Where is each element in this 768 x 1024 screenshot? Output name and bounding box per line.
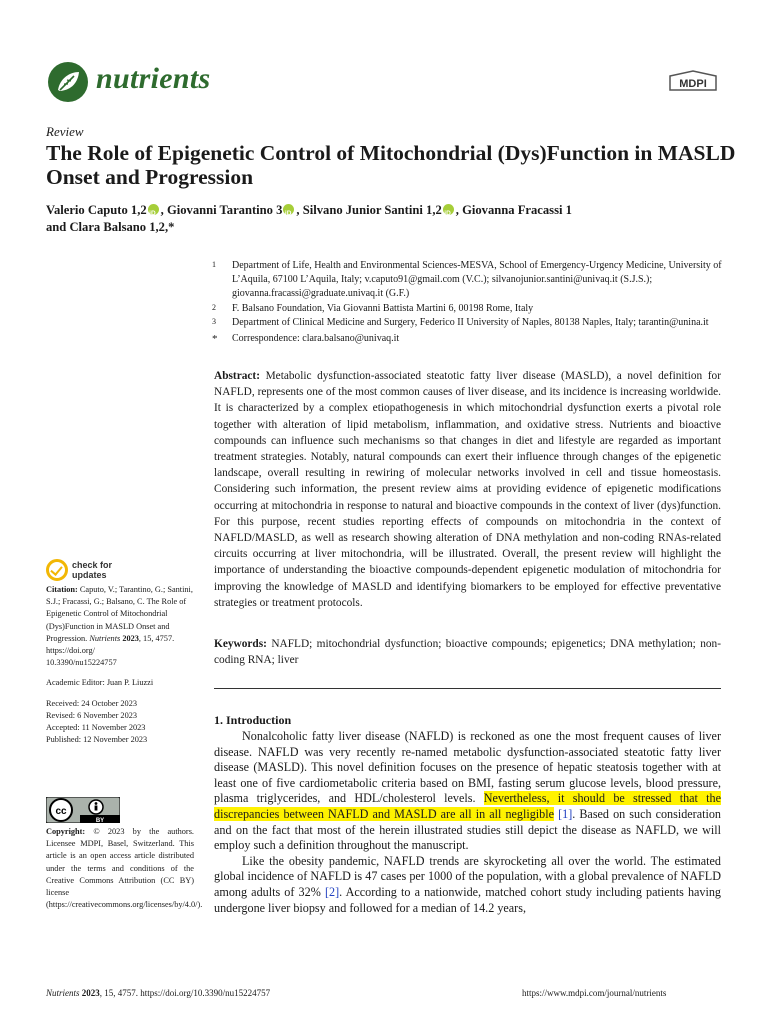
citation-doi-link[interactable] [46, 645, 196, 669]
affiliation-text: Department of Clinical Medicine and Surgery, Federico II University of Naples, 80138 Naples, Italy; tarantin@unina.it [232, 316, 709, 328]
check-for-updates-button[interactable] [46, 558, 126, 582]
correspondence-text: Correspondence: clara.balsano@univaq.it [232, 333, 400, 345]
academic-editor: Academic Editor: Juan P. Liuzzi [46, 678, 154, 688]
article-type: Review [46, 124, 84, 139]
affiliations [212, 259, 732, 346]
section-divider [214, 688, 721, 689]
author-balsano[interactable]: and Clara Balsano 1,2,* [46, 220, 175, 234]
affiliation-text: Department of Life, Health and Environmental Sciences-MESVA, School of Emergency-Urgency Medicine, University of L’Aquila, 67100 L’Aquila, Italy; v.caputo91@gmail.com (V.C.); silvanojunior.santini@univaq.it (S.J.S.); giovanna.fracassi@graduate.univaq.it (G.F.) [232, 260, 722, 300]
reference-link[interactable]: [1] [558, 806, 573, 821]
author-caputo[interactable]: Valerio Caputo 1,2 [46, 203, 147, 217]
cc-by-license-icon[interactable] [46, 797, 120, 823]
author-tarantino[interactable]: , Giovanni Tarantino 3 [160, 203, 283, 217]
sidebar [46, 584, 196, 754]
abstract-label: Abstract: [214, 370, 260, 382]
abstract [214, 368, 721, 611]
citation-doi-part2[interactable]: 10.3390/nu15224757 [46, 658, 117, 668]
journal-logo-icon [46, 60, 90, 104]
author-fracassi[interactable]: , Giovanna Fracassi 1 [455, 203, 572, 217]
footer-journal: Nutrients [46, 988, 80, 998]
intro-text: Like the obesity pandemic, NAFLD trends are skyrocketing all over the world. The estimated global incidence of NAFLD is 47 cases per 1000 of the population, with a global prevalence of NAFLD among adults of 32% [214, 853, 721, 899]
check-updates-line1: check for [72, 560, 113, 570]
publisher-name: MDPI [679, 78, 707, 90]
dates-block [46, 698, 196, 747]
citation-label: Citation: [46, 585, 78, 594]
footer-doi[interactable]: , 15, 4757. https://doi.org/10.3390/nu15224757 [99, 988, 271, 998]
copyright-text: © 2023 by the authors. Licensee MDPI, Basel, Switzerland. This article is an open access article distributed under the terms and conditions of the Creative Commons Attribution (CC BY) license (https://creativecommons.org/licenses/by/4.0/). [46, 827, 203, 910]
section-heading-introduction: 1. Introduction [214, 713, 292, 727]
orcid-icon[interactable] [443, 204, 454, 215]
author-list [46, 202, 736, 236]
citation-journal: Nutrients [89, 633, 121, 643]
date-accepted: Accepted: 11 November 2023 [46, 723, 146, 733]
abstract-text: Metabolic dysfunction-associated steatotic fatty liver disease (MASLD), a novel definition for NAFLD, represents one of the most common causes of liver disease, and its incidence is increasing worldwide. It is characterized by a complex etiopathogenesis in which mitochondrial dysfunction exerts a pivotal role together with alteration of lipid metabolism, inflammation, and oxidative stress. Nutrients and bioactive compounds can influence such mechanisms so that changes in diet and lifestyle are regarded as important treatment strategies. Notably, natural compounds can exert their influence through changes of the epigenetic landscape, overall resulting in rewiring of molecular networks involved in cell and tissue homeostasis. Considering such information, the present review aims at providing evidence of epigenetic modifications occurring at mitochondria in response to natural and bioactive compounds in the context of liver (dys)function. For this purpose, recent studies reporting effects of compounds on mitochondria in the context of NAFLD/MASLD, as well as research showing alteration of DNA methylation and non-coding RNAs-related circuits occurring at liver mitochondria, will be illustrated. Overall, the present review will highlight the importance of understanding the bioactive compounds-dependent epigenetic modulation of mitochondria for improving the knowledge of MASLD and identifying biomarkers to be employed for effective preventative strategies or treatment protocols. [214, 370, 721, 609]
affiliation-mark: 2 [212, 302, 216, 312]
affiliation-item [212, 332, 732, 346]
affiliation-item [212, 259, 732, 302]
introduction-body [214, 729, 721, 916]
citation-block [46, 584, 196, 669]
check-updates-line2: updates [72, 570, 107, 580]
reference-link[interactable]: [2] [324, 884, 340, 899]
affiliation-mark: * [212, 333, 218, 346]
journal-name: nutrients [96, 62, 211, 95]
intro-text: Nonalcoholic fatty liver disease (NAFLD) is reckoned as one the most frequent causes of liver disease. NAFLD was very recently re-named metabolic dysfunction-associated steatotic fatty liver disease (MASLD). This novel definition focuses on the presence of hepatic steatosis together with at least one of five cardiometabolic criteria based on BMI, fasting serum glucose levels, blood pressure, plasma triglycerides, and HDL/cholesterol levels. [214, 729, 721, 806]
svg-text:cc: cc [55, 806, 67, 817]
author-santini[interactable]: , Silvano Junior Santini 1,2 [296, 203, 442, 217]
citation-doi-part1[interactable]: https://doi.org/ [46, 646, 95, 656]
citation-text: Caputo, V.; Tarantino, G.; Santini, S.J.; Fracassi, G.; Balsano, C. The Role of Epigenetic Control of Mitochondrial (Dys)Function in MASLD Onset and Progression. [46, 585, 193, 643]
orcid-icon[interactable] [283, 204, 294, 215]
footer-year: 2023 [81, 988, 100, 998]
orcid-icon[interactable] [148, 204, 159, 215]
citation-volume: , 15, 4757. [138, 633, 175, 643]
date-revised: Revised: 6 November 2023 [46, 710, 138, 720]
svg-text:BY: BY [95, 818, 105, 823]
editor-block [46, 677, 196, 689]
date-published: Published: 12 November 2023 [46, 735, 148, 745]
copyright-label: Copyright: [46, 827, 86, 836]
keywords-label: Keywords: [214, 638, 267, 650]
footer-citation [46, 988, 270, 998]
highlighted-text: Nevertheless, it should be stressed that the discrepancies between NAFLD and MASLD are all in all negligible [214, 791, 721, 821]
copyright-notice [46, 826, 203, 911]
keywords [214, 636, 721, 668]
article-title: The Role of Epigenetic Control of Mitochondrial (Dys)Function in MASLD Onset and Progression [46, 141, 736, 189]
keywords-text: NAFLD; mitochondrial dysfunction; bioactive compounds; epigenetics; DNA methylation; non-coding RNA; liver [214, 638, 721, 667]
mdpi-logo-icon [666, 70, 720, 94]
intro-paragraph [214, 854, 721, 916]
intro-text: . According to a nationwide, matched cohort study including patients having undergone liver biopsy and followed for a median of 14.2 years, [214, 884, 721, 915]
date-received: Received: 24 October 2023 [46, 698, 138, 708]
affiliation-item [212, 302, 732, 316]
intro-text: . Based on such consideration and on the fact that most of the herein illustrated studies still depict the disease as NAFLD, we will employ such a definition throughout the manuscript. [214, 806, 721, 853]
affiliation-item [212, 316, 732, 330]
check-updates-icon [46, 559, 68, 581]
footer-journal-url[interactable]: https://www.mdpi.com/journal/nutrients [522, 988, 667, 998]
affiliation-mark: 3 [212, 316, 216, 326]
intro-paragraph [214, 729, 721, 854]
citation-year: 2023 [122, 633, 139, 643]
affiliation-mark: 1 [212, 260, 216, 269]
affiliation-text: F. Balsano Foundation, Via Giovanni Battista Martini 6, 00198 Rome, Italy [232, 302, 534, 314]
